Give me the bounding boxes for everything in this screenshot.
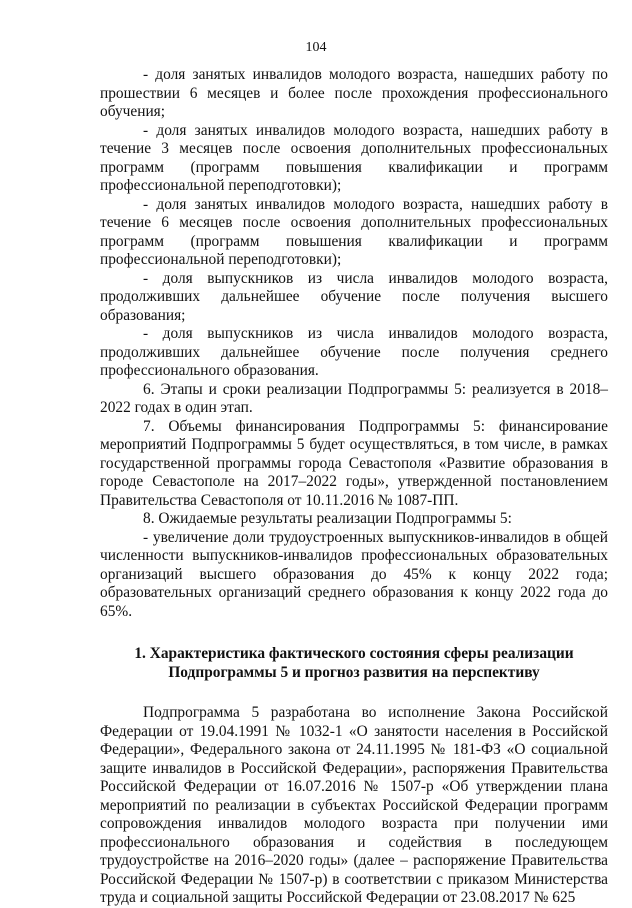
paragraph: 7. Объемы финансирования Подпрограммы 5: финансирование мероприятий Подпрограммы 5 будет осуществляться, в том числе, в рамках государственной программы города Севастополя «Развитие образования в городе Севастополе на 2017–2022 годы», утвержденной постановлением Правительства Севастополя от 10.11.2016 № 1087-ПП. bbox=[100, 417, 608, 509]
paragraph: Подпрограмма 5 разработана во исполнение Закона Российской Федерации от 19.04.1991 № 1032-1 «О занятости населения в Российской Федерации», Федерального закона от 24.11.1995 № 181-ФЗ «О социальной защите инвалидов в Российской Федерации», распоряжения Правительства Российской Федерации от 16.07.2016 № 1507-р «Об утверждении плана мероприятий по реализации в субъектах Российской Федерации программ сопровождения инвалидов молодого возраста при получении ими профессионального образования и содействия в последующем трудоустройстве на 2016–2020 годы» (далее – распоряжение Правительства Российской Федерации № 1507-р) в соответствии с приказом Министерства труда и социальной защиты Российской Федерации от 23.08.2017 № 625 bbox=[100, 704, 608, 906]
section-heading: 1. Характеристика фактического состояния сферы реализации Подпрограммы 5 и прогноз развития на перспективу bbox=[134, 645, 574, 681]
paragraph: - увеличение доли трудоустроенных выпускников-инвалидов в общей численности выпускников-инвалидов профессиональных образовательных организаций высшего образования до 45% к концу 2022 года; образовательных организаций среднего образования к концу 2022 года до 65%. bbox=[100, 528, 608, 620]
page-number: 104 bbox=[305, 40, 327, 55]
paragraph: 8. Ожидаемые результаты реализации Подпрограммы 5: bbox=[143, 510, 512, 527]
paragraph: - доля выпускников из числа инвалидов молодого возраста, продолживших дальнейшее обучение после получения высшего образования; bbox=[100, 269, 608, 324]
paragraph: 6. Этапы и сроки реализации Подпрограммы 5: реализуется в 2018–2022 годах в один этап. bbox=[100, 380, 608, 416]
paragraph: - доля занятых инвалидов молодого возраста, нашедших работу в течение 6 месяцев после освоения дополнительных профессиональных программ (программ повышения квалификации и программ профессиональной переподготовки); bbox=[100, 195, 608, 268]
document-body bbox=[100, 66, 608, 908]
paragraph: - доля выпускников из числа инвалидов молодого возраста, продолживших дальнейшее обучение после получения среднего профессионального образования. bbox=[100, 325, 608, 379]
paragraph: - доля занятых инвалидов молодого возраста, нашедших работу в течение 3 месяцев после освоения дополнительных профессиональных программ (программ повышения квалификации и программ профессиональной переподготовки); bbox=[100, 121, 608, 194]
paragraph: - доля занятых инвалидов молодого возраста, нашедших работу по прошествии 6 месяцев и более после прохождения профессионального обучения; bbox=[100, 66, 608, 120]
